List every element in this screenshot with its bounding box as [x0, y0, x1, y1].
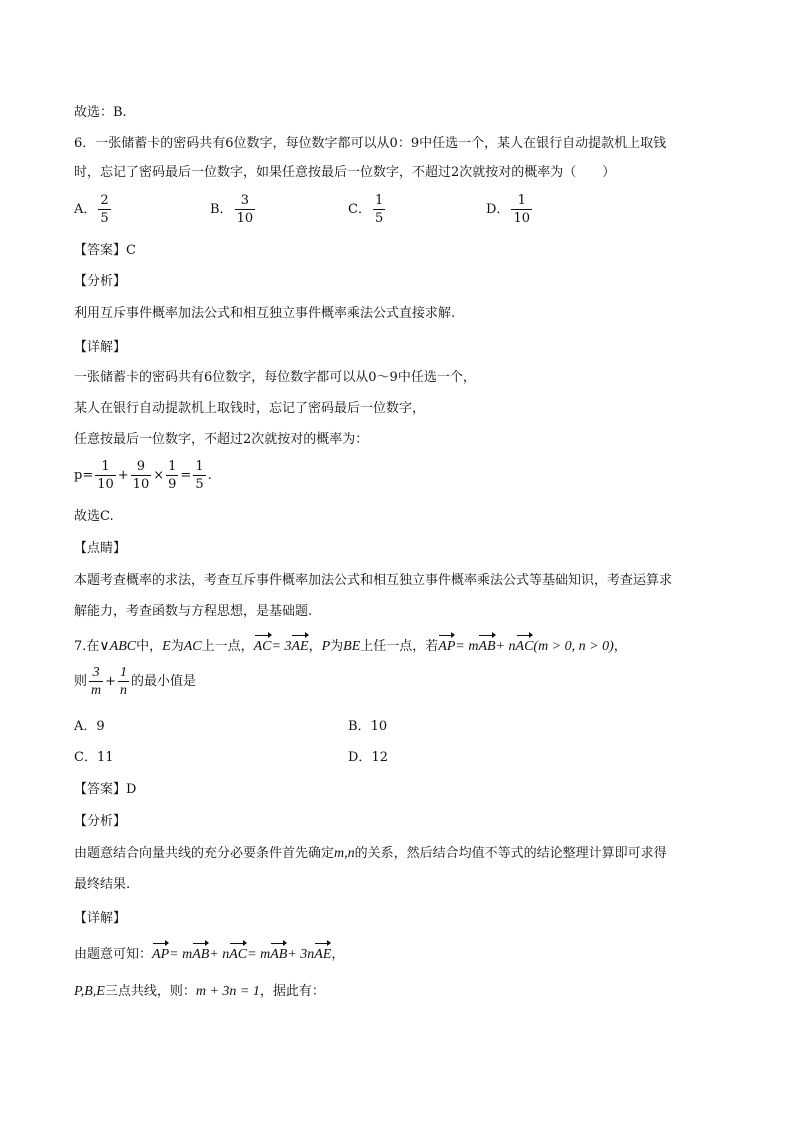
- vector-ae: AE: [291, 639, 309, 654]
- point-6-line-1: 本题考查概率的求法，考查互斥事件概率加法公式和相互独立事件概率乘法公式等基础知识，考查运算求: [74, 573, 673, 588]
- option-value: 11: [96, 750, 114, 765]
- option-label: D．: [486, 202, 510, 217]
- fraction-denominator: 5: [195, 477, 204, 492]
- option-fraction: [373, 192, 385, 227]
- plus-sign: +: [105, 674, 117, 689]
- vector-ac: AC: [229, 947, 248, 962]
- detail-6-line-1: 一张储蓄卡的密码共有6位数字，每位数字都可以从0～9中任选一个，: [74, 370, 476, 385]
- fraction-numerator: 2: [100, 193, 109, 208]
- q7-option-a: [74, 718, 105, 736]
- question-7-line-2: [74, 664, 196, 699]
- detail-7-line-1: [74, 946, 344, 964]
- variables-mn: m,n: [334, 846, 355, 861]
- text: ，: [613, 639, 627, 654]
- q6-option-b: [210, 192, 257, 227]
- triangle-abc: ∨ABC: [99, 639, 137, 654]
- fraction-numerator: 1: [168, 459, 177, 474]
- fraction-1-9: [166, 458, 178, 493]
- q7-number: 7.在: [74, 639, 100, 654]
- equation: m + 3n = 1: [195, 984, 260, 999]
- fraction-numerator: 1: [195, 459, 204, 474]
- fraction-1-5: [193, 458, 205, 493]
- option-fraction: [511, 192, 532, 227]
- option-fraction: [98, 192, 110, 227]
- plus-sign: +: [117, 468, 129, 483]
- text: ，据此有：: [259, 984, 325, 999]
- fraction-denominator: 9: [168, 477, 177, 492]
- vector-ab: AB: [478, 639, 496, 654]
- times-sign: ×: [153, 468, 165, 483]
- fraction-denominator: 10: [132, 477, 150, 492]
- fraction-denominator: 10: [513, 211, 530, 226]
- detail-7-heading: 【详解】: [74, 911, 127, 926]
- option-value: 10: [370, 719, 388, 734]
- fraction-denominator: 10: [236, 211, 254, 226]
- equation: = m: [247, 947, 271, 962]
- text: 的最小值是: [131, 674, 197, 689]
- detail-7-line-2: [74, 983, 325, 1001]
- option-label: B．: [348, 719, 371, 734]
- equation: + n: [209, 947, 230, 962]
- point-6-heading: 【点睛】: [74, 541, 127, 556]
- question-7-line-1: [74, 638, 627, 656]
- point-e: E: [162, 639, 171, 654]
- text: 为: [170, 639, 184, 654]
- analysis-7-line-2: 最终结果.: [74, 877, 131, 892]
- option-label: A．: [74, 719, 97, 734]
- answer-6: 【答案】C: [74, 243, 136, 258]
- fraction-3-m: [89, 664, 103, 699]
- q7-option-d: [348, 749, 388, 767]
- vector-ap: AP: [152, 947, 170, 962]
- text: 中，: [136, 639, 163, 654]
- point-6-line-2: 解能力，考查函数与方程思想，是基础题.: [74, 604, 313, 619]
- equation: = m: [169, 947, 193, 962]
- text: 三点共线，则：: [104, 984, 196, 999]
- text: 由题意结合向量共线的充分必要条件首先确定: [74, 846, 335, 861]
- text: 上任一点，若: [360, 639, 439, 654]
- detail-6-heading: 【详解】: [74, 340, 127, 355]
- text: ，: [308, 639, 322, 654]
- analysis-6-text: 利用互斥事件概率加法公式和相互独立事件概率乘法公式直接求解.: [74, 306, 456, 321]
- vector-ae: AE: [314, 947, 332, 962]
- option-label: B．: [210, 202, 233, 217]
- option-value: 12: [371, 750, 388, 765]
- equation: = m: [455, 639, 479, 654]
- fraction-denominator: 5: [374, 211, 384, 226]
- point-p: P: [321, 639, 331, 654]
- selection-6: 故选C.: [74, 509, 114, 524]
- option-label: A．: [74, 202, 97, 217]
- probability-formula: [74, 458, 212, 493]
- fraction-numerator: 9: [131, 458, 152, 476]
- q6-option-a: [74, 192, 113, 227]
- question-6-line-2: 时，忘记了密码最后一位数字，如果任意按最后一位数字，不超过2次就按对的概率为（ ）: [74, 165, 616, 180]
- fraction-denominator: m: [91, 683, 102, 698]
- fraction-9-10: [131, 458, 152, 493]
- condition: (m > 0, n > 0): [533, 639, 614, 654]
- q7-option-b: [348, 718, 387, 736]
- detail-6-line-3: 任意按最后一位数字，不超过2次就按对的概率为：: [74, 432, 369, 447]
- equation: + 3n: [287, 947, 315, 962]
- equation: + n: [495, 639, 516, 654]
- fraction-denominator: 5: [100, 211, 109, 226]
- text: ，: [331, 947, 345, 962]
- text: 为: [330, 639, 344, 654]
- formula-p: p=: [74, 468, 94, 483]
- analysis-6-heading: 【分析】: [74, 274, 127, 289]
- q7-option-c: [74, 749, 114, 767]
- fraction-numerator: 1: [95, 458, 116, 476]
- fraction-1-10: [95, 458, 116, 493]
- vector-ab: AB: [192, 947, 210, 962]
- text: 则: [74, 674, 88, 689]
- text: 上一点，: [201, 639, 254, 654]
- detail-6-line-2: 某人在银行自动提款机上取钱时，忘记了密码最后一位数字，: [74, 401, 426, 416]
- vector-ab: AB: [270, 947, 288, 962]
- fraction-numerator: 1: [511, 192, 532, 210]
- fraction-1-n: [118, 664, 129, 699]
- option-label: C．: [348, 202, 371, 217]
- fraction-numerator: 1: [374, 193, 384, 208]
- text: 由题意可知：: [74, 947, 153, 962]
- equals-sign: =: [180, 468, 192, 483]
- question-6-line-1: 6．一张储蓄卡的密码共有6位数字，每位数字都可以从0：9中任选一个，某人在银行自动提款机上取钱: [74, 136, 667, 151]
- answer-choice-text: 故选：B.: [74, 105, 127, 120]
- q6-option-d: [486, 192, 534, 227]
- answer-7: 【答案】D: [74, 782, 137, 797]
- vector-ap: AP: [438, 639, 456, 654]
- option-value: 9: [96, 719, 105, 734]
- fraction-denominator: 10: [97, 477, 114, 492]
- segment-ac: AC: [183, 639, 202, 654]
- segment-be: BE: [343, 639, 361, 654]
- analysis-7-heading: 【分析】: [74, 814, 127, 829]
- fraction-numerator: 1: [120, 665, 128, 680]
- option-label: D．: [348, 750, 372, 765]
- points-pbe: P,B,E: [74, 984, 105, 999]
- fraction-numerator: 3: [235, 192, 256, 210]
- fraction-numerator: 3: [89, 664, 103, 682]
- analysis-7-line-1: [74, 845, 667, 863]
- text: 的关系，然后结合均值不等式的结论整理计算即可求得: [354, 846, 667, 861]
- equation: = 3: [271, 639, 292, 654]
- option-label: C．: [74, 750, 97, 765]
- vector-ac: AC: [515, 639, 534, 654]
- fraction-denominator: n: [120, 683, 128, 698]
- vector-ac: AC: [253, 639, 272, 654]
- q6-option-c: [348, 192, 387, 227]
- period: .: [207, 468, 212, 483]
- option-fraction: [235, 192, 256, 227]
